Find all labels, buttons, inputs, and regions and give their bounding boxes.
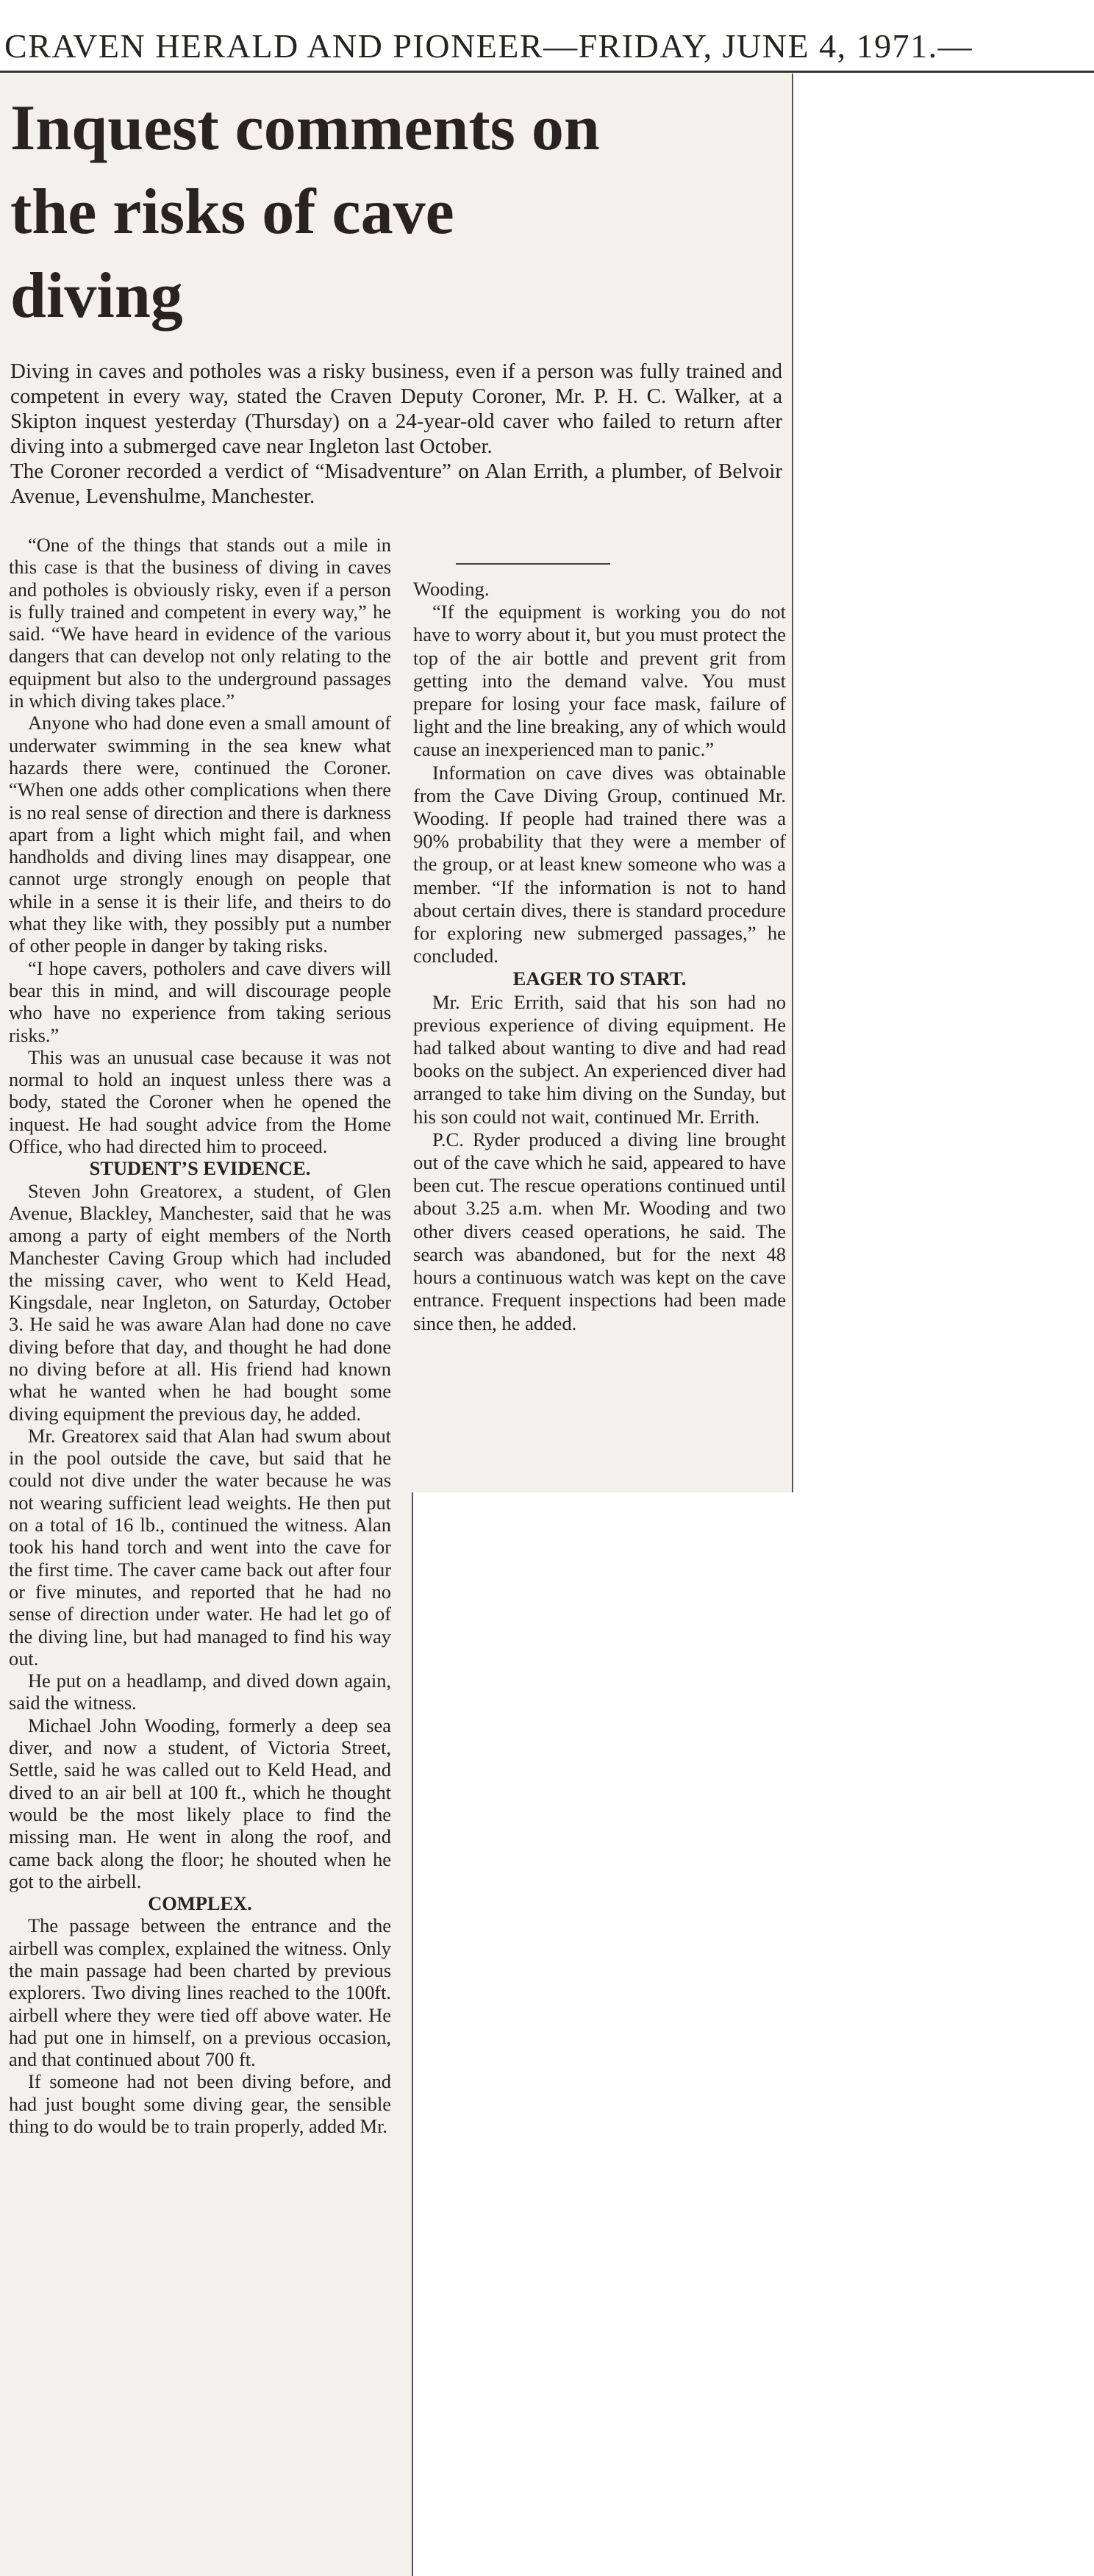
lede-paragraph: Diving in caves and potholes was a risky business, even if a person was fully trained and competent in every way, stated the Craven Deputy Coroner, Mr. P. H. C. Walker, at a Skipton inquest yesterday (Thursday) on a 24-year-old caver who failed to return after diving into a submerged cave near Ingleton last October. (10, 359, 782, 458)
article-paragraph: P.C. Ryder produced a diving line brought out of the cave which he said, appeared to have been cut. The rescue operations continued until about 3.25 a.m. when Mr. Wooding and two other divers ceased operations, he said. The search was abandoned, but for the next 48 hours a continuous watch was kept on the cave entrance. Frequent inspections had been made since then, he added. (413, 1128, 786, 1334)
article-lede (10, 359, 782, 509)
headline-line: Inquest comments on (10, 93, 600, 164)
article-paragraph: If someone had not been diving before, and had just bought some diving gear, the sensible thing to do would be to train properly, added Mr. (9, 2070, 391, 2138)
article-paragraph: “I hope cavers, potholers and cave divers will bear this in mind, and will discourage people who have no experience from taking serious risks.” (9, 956, 391, 1046)
headline-line: the risks of cave (10, 176, 454, 248)
headline-line: diving (10, 260, 183, 332)
article-paragraph: Steven John Greatorex, a student, of Glen Avenue, Blackley, Manchester, said that he was among a party of eight members of the North Manchester Caving Group which had included the missing caver, who went to Keld Head, Kingsdale, near Ingleton, on Saturday, October 3. He said he was aware Alan had done no cave diving before that day, and thought he had done no diving before at all. His friend had known what he wanted when he had bought some diving equipment the previous day, he added. (9, 1179, 391, 1425)
article-paragraph: This was an unusual case because it was not normal to hold an inquest unless there was a body, stated the Coroner when he opened the inquest. He had sought advice from the Home Office, who had directed him to proceed. (9, 1045, 391, 1158)
article-paragraph: Wooding. (413, 578, 490, 600)
article-paragraph: Mr. Eric Errith, said that his son had no previous experience of diving equipment. He had talked about wanting to dive and had read books on the subject. An experienced diver had arranged to take him diving on the Sunday, but his son could not wait, continued Mr. Errith. (413, 990, 786, 1128)
article-paragraph: “One of the things that stands out a mile in this case is that the business of diving in caves and potholes is obviously risky, even if a person is fully trained and competent in every way,” he said. “We have heard in evidence of the various dangers that can develop not only relating to the equipment but also to the underground passages in which diving takes place.” (9, 534, 391, 712)
sub-heading: COMPLEX. (148, 1892, 252, 1915)
sub-heading: EAGER TO START. (512, 967, 687, 990)
article-headline (10, 87, 672, 338)
sub-heading: STUDENT’S EVIDENCE. (89, 1157, 311, 1180)
article-paragraph: The passage between the entrance and the airbell was complex, explained the witness. Only the main passage had been charted by previous explorers. Two diving lines reached to the 100ft. airbell where they were tied off above water. He had put one in himself, on a previous occasion, and that continued about 700 ft. (9, 1914, 391, 2071)
article-paragraph: He put on a headlamp, and dived down again, said the witness. (9, 1670, 391, 1714)
article-paragraph: Mr. Greatorex said that Alan had swum about in the pool outside the cave, but said that he could not dive under the water because he was not wearing sufficient lead weights. He then put on a total of 16 lb., continued the witness. Alan took his hand torch and went into the cave for the first time. The caver came back out after four or five minutes, and reported that he had no sense of direction under water. He had let go of the diving line, but had managed to find his way out. (9, 1424, 391, 1670)
article-paragraph: Anyone who had done even a small amount of underwater swimming in the sea knew what hazards there were, continued the Coroner. “When one adds other complications when there is no real sense of direction and there is darkness apart from a light which might fail, and when handholds and diving lines may disappear, one cannot urge strongly enough on people that while in a sense it is their life, and theirs to do what they like with, they possibly put a number of other people in danger by taking risks. (9, 712, 391, 957)
column-divider-rule (456, 563, 610, 565)
article-column-left (9, 534, 391, 2137)
masthead-rule (0, 71, 1094, 73)
newspaper-masthead: CRAVEN HERALD AND PIONEER—FRIDAY, JUNE 4, 1971.— (4, 27, 973, 65)
lede-paragraph: The Coroner recorded a verdict of “Misadventure” on Alan Errith, a plumber, of Belvoir Avenue, Levenshulme, Manchester. (10, 459, 782, 508)
article-paragraph: Information on cave dives was obtainable from the Cave Diving Group, continued Mr. Wooding. If people had trained there was a 90% probability that they were a member of the group, or at least knew someone who was a member. “If the information is not to hand about certain dives, there is standard procedure for exploring new submerged passages,” he concluded. (413, 761, 786, 967)
article-column-right (413, 578, 786, 1335)
article-paragraph: Michael John Wooding, formerly a deep sea diver, and now a student, of Victoria Street, Settle, said he was called out to Keld Head, and dived to an air bell at 100 ft., which he thought would be the most likely place to find the missing man. He went in along the roof, and came back along the floor; he shouted when he got to the airbell. (9, 1714, 391, 1892)
article-paragraph: “If the equipment is working you do not have to worry about it, but you must protect the top of the air bottle and prevent grit from getting into the demand valve. You must prepare for losing your face mask, failure of light and the line breaking, any of which would cause an inexperienced man to panic.” (413, 601, 786, 761)
